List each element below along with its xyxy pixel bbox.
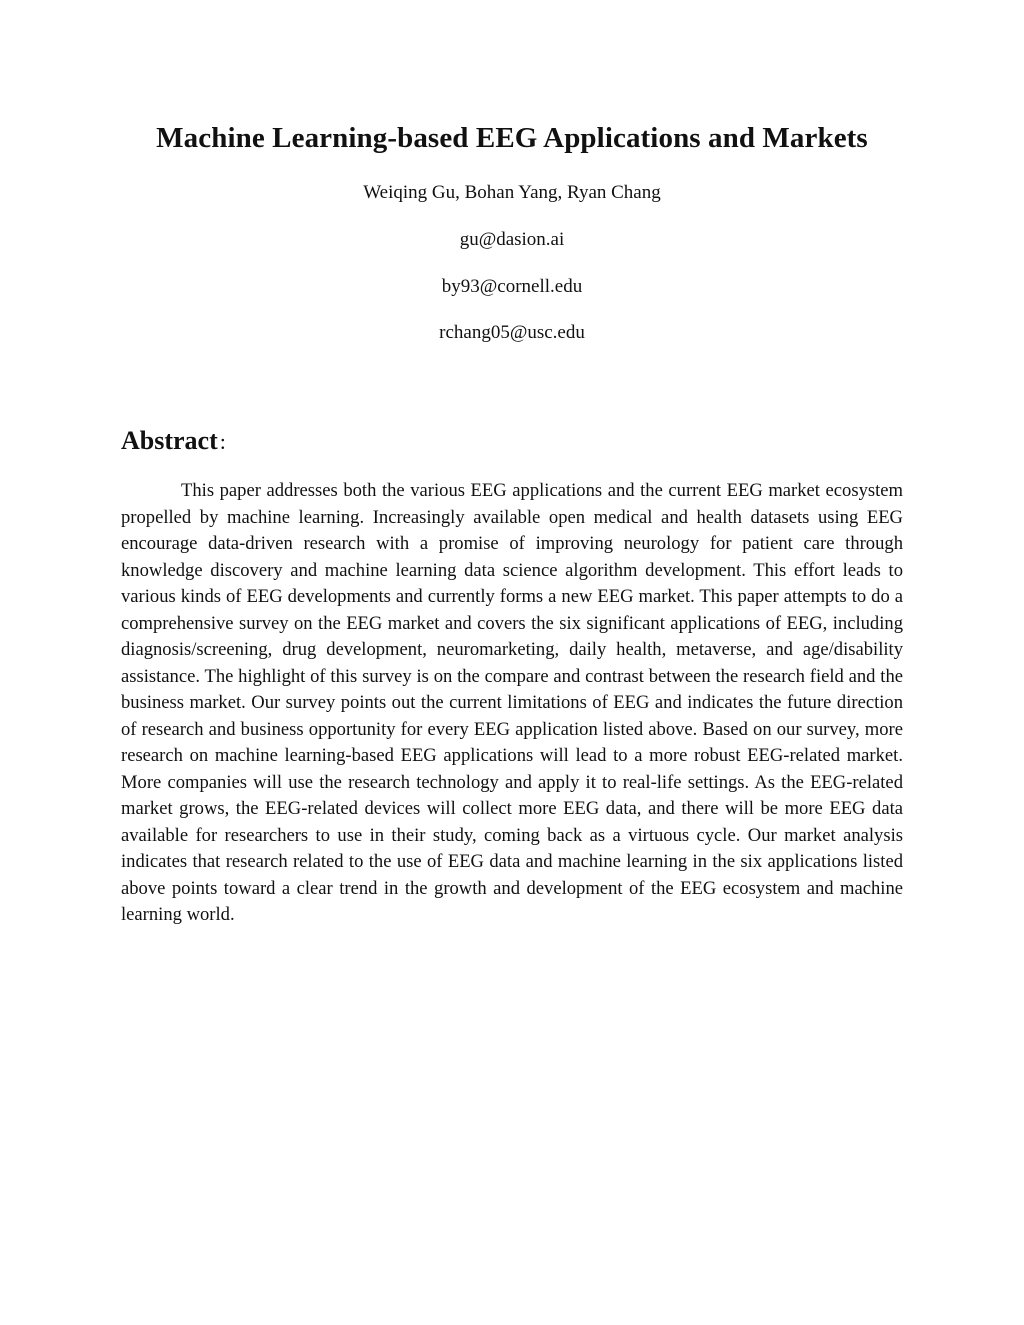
author-list: Weiqing Gu, Bohan Yang, Ryan Chang: [363, 182, 661, 203]
abstract-heading: [121, 423, 226, 460]
author-email: gu@dasion.ai: [459, 229, 565, 250]
paper-title: Machine Learning-based EEG Applications and Markets: [156, 122, 868, 154]
author-email: rchang05@usc.edu: [439, 322, 585, 343]
author-email: by93@cornell.edu: [441, 276, 583, 297]
abstract-heading-label: Abstract: [121, 426, 218, 455]
abstract-heading-colon: :: [219, 429, 226, 454]
abstract-body: This paper addresses both the various EEG applications and the current EEG market ecosystem propelled by machine learning. Increasingly available open medical and health datasets using EEG encourage data-driven research with a promise of improving neurology for patient care through knowledge discovery and machine learning data science algorithm development. This effort leads to various kinds of EEG developments and currently forms a new EEG market. This paper attempts to do a comprehensive survey on the EEG market and covers the six significant applications of EEG, including diagnosis/screening, drug development, neuromarketing, daily health, metaverse, and age/disability assistance. The highlight of this survey is on the compare and contrast between the research field and the business market. Our survey points out the current limitations of EEG and indicates the future direction of research and business opportunity for every EEG application listed above. Based on our survey, more research on machine learning-based EEG applications will lead to a more robust EEG-related market. More companies will use the research technology and apply it to real-life settings. As the EEG-related market grows, the EEG-related devices will collect more EEG data, and there will be more EEG data available for researchers to use in their study, coming back as a virtuous cycle. Our market analysis indicates that research related to the use of EEG data and machine learning in the six applications listed above points toward a clear trend in the growth and development of the EEG ecosystem and machine learning world.: [121, 480, 903, 925]
